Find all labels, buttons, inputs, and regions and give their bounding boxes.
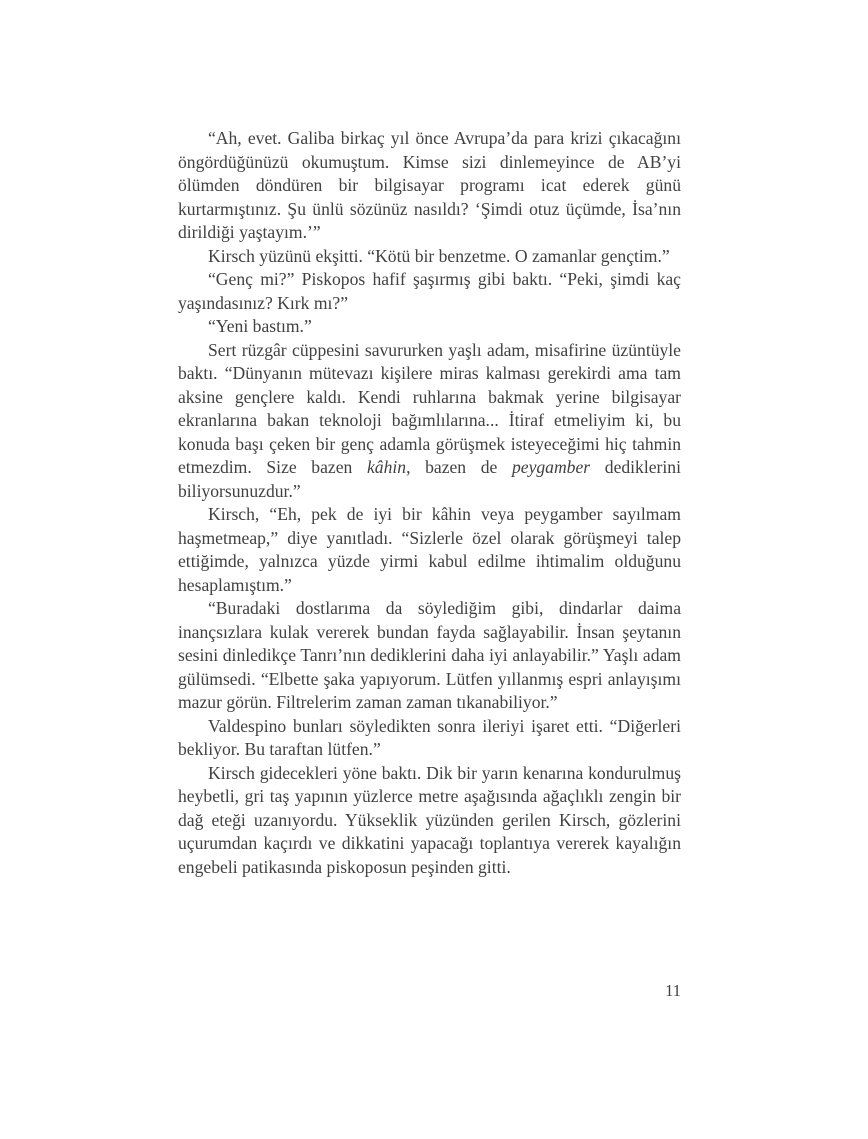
body-text: “Ah, evet. Galiba birkaç yıl önce Avrupa’da para krizi çıkacağını öngördüğünüzü okumuştum. Kimse sizi dinlemeyince de AB’yi ölümden döndüren bir bilgisayar programı icat ederek günü kurtarmıştınız. Şu ünlü sözünüz nasıldı? ‘Şimdi otuz üçümde, İsa’nın dirildiği yaştayım.’” (178, 128, 681, 242)
paragraph (178, 315, 681, 339)
body-text: “Genç mi?” Piskopos hafif şaşırmış gibi baktı. “Peki, şimdi kaç yaşındasınız? Kırk mı?” (178, 269, 681, 313)
text-block (178, 127, 681, 879)
italic-text: kâhin (366, 457, 407, 477)
page-number-row (178, 981, 681, 1001)
body-text: dediklerini biliyorsunuzdur.” (178, 457, 681, 501)
paragraph (178, 762, 681, 880)
paragraph (178, 503, 681, 597)
paragraph (178, 715, 681, 762)
body-text: Kirsch yüzünü ekşitti. “Kötü bir benzetme. O zamanlar gençtim.” (208, 245, 670, 266)
body-text: “Yeni bastım.” (208, 316, 312, 336)
body-text: Sert rüzgâr cüppesini savururken yaşlı adam, misafirine üzüntüyle baktı. “Dünyanın mütevazı kişilere miras kalması gerekirdi ama tam aksine gençlere kaldı. Kendi ruhlarına bakmak yerine bilgisayar ekranlarına bakan teknoloji bağımlılarına... İtiraf etmeliyim ki, bu konuda başı çeken bir genç adamla görüşmek isteyeceğimi hiç tahmin etmezdim. Size bazen (178, 339, 681, 477)
paragraph (178, 245, 681, 269)
paragraph (178, 127, 681, 245)
body-text: Valdespino bunları söyledikten sonra ileriyi işaret etti. “Diğerleri bekliyor. Bu taraftan lütfen.” (178, 715, 681, 759)
body-text: “Buradaki dostlarıma da söylediğim gibi, dindarlar daima inançsızlara kulak vererek bundan fayda sağlayabilir. İnsan şeytanın sesini dinledikçe Tanrı’nın dediklerini daha iyi anlayabilir.” Yaşlı adam gülümsedi. “Elbette şaka yapıyorum. Lütfen yıllanmış espri anlayışımı mazur görün. Filtrelerim zaman zaman tıkanabiliyor.” (178, 598, 681, 712)
paragraph (178, 597, 681, 715)
paragraph (178, 339, 681, 504)
body-text: , bazen de (406, 457, 512, 477)
body-text: Kirsch gidecekleri yöne baktı. Dik bir yarın kenarına kondurulmuş heybetli, gri taş yapının yüzlerce metre aşağısında ağaçlıklı zengin bir dağ eteği uzanıyordu. Yükseklik yüzünden gerilen Kirsch, gözlerini uçurumdan kaçırdı ve dikkatini yapacağı toplantıya vererek kayalığın engebeli patikasında piskoposun peşinden gitti. (178, 762, 681, 877)
body-text: Kirsch, “Eh, pek de iyi bir kâhin veya peygamber sayılmam haşmetmeap,” diye yanıtladı. “Sizlerle özel olarak görüşmeyi talep ettiğimde, yalnızca yüzde yirmi kabul edilme ihtimalim olduğunu hesaplamıştım.” (178, 504, 681, 595)
page-number: 11 (665, 981, 681, 1000)
paragraph (178, 268, 681, 315)
italic-text: peygamber (511, 457, 591, 477)
